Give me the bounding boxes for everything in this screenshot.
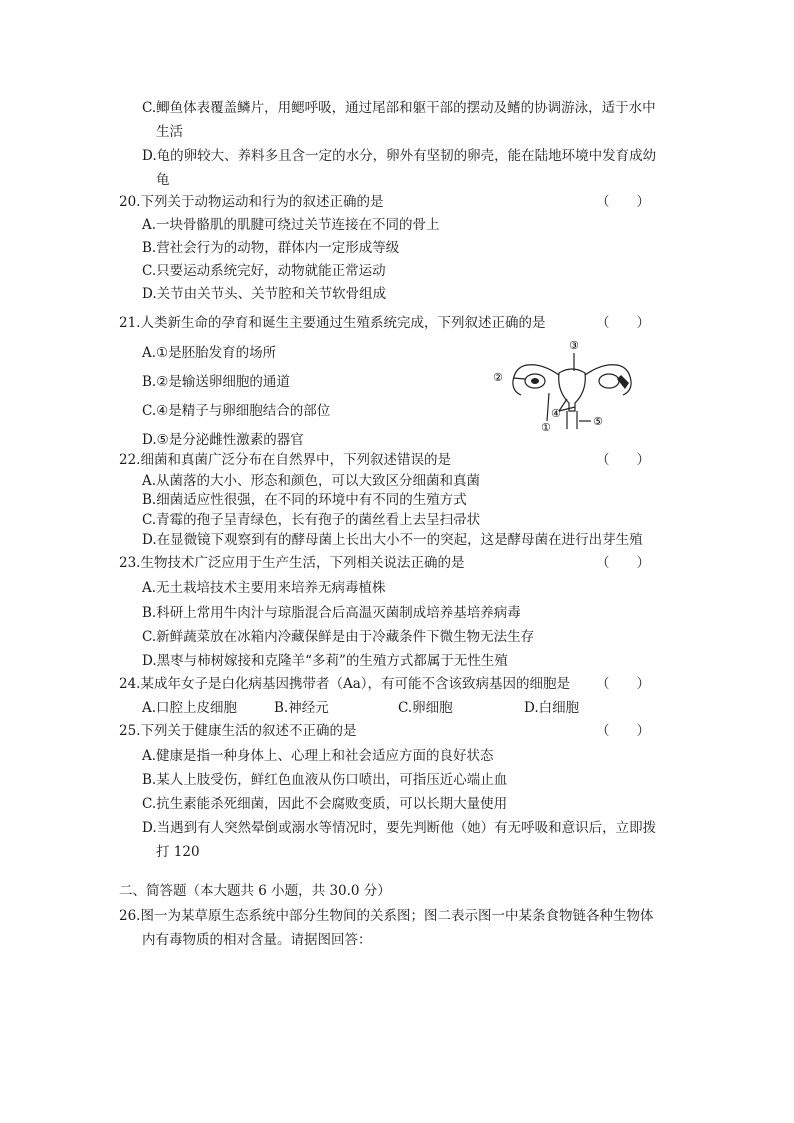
q21-answer-paren: （ ） [596,315,650,331]
q22-option-d: D.在显微镜下观察到有的酵母菌上长出大小不一的突起，这是酵母菌在进行出芽生殖 [142,532,643,548]
figure-label-2: ② [493,371,503,384]
q22-option-b: B.细菌适应性很强，在不同的环境中有不同的生殖方式 [142,492,467,508]
q24-option-d: D.白细胞 [524,700,580,716]
q21-option-b: B.②是输送卵细胞的通道 [142,374,290,390]
q23-option-a: A.无土栽培技术主要用来培养无病毒植株 [142,580,386,596]
q21-option-d: D.⑤是分泌雌性激素的器官 [142,432,304,448]
q20-option-d: D.关节由关节头、关节腔和关节软骨组成 [142,286,387,302]
q23-option-d: D.黑枣与柿树嫁接和克隆羊“多莉”的生殖方式都属于无性生殖 [142,653,508,669]
q21-option-c: C.④是精子与卵细胞结合的部位 [142,403,331,419]
q22-option-c: C.青霉的孢子呈青绿色，长有孢子的菌丝看上去呈扫帚状 [142,512,481,528]
q20-option-b: B.营社会行为的动物，群体内一定形成等级 [142,240,400,256]
q20-option-a: A.一块骨骼肌的肌腱可绕过关节连接在不同的骨上 [142,217,440,233]
q21-option-a: A.①是胚胎发育的场所 [142,345,277,361]
q26-stem-line2: 内有毒物质的相对含量。请据图回答： [142,932,372,948]
q24-option-b: B.神经元 [274,700,329,716]
q24-option-a: A.口腔上皮细胞 [142,700,238,716]
q23-option-c: C.新鲜蔬菜放在冰箱内冷藏保鲜是由于冷藏条件下微生物无法生存 [142,629,535,645]
q22-stem: 22.细菌和真菌广泛分布在自然界中，下列叙述错误的是 [119,452,451,468]
q23-answer-paren: （ ） [596,555,650,571]
q21-stem: 21.人类新生命的孕育和诞生主要通过生殖系统完成，下列叙述正确的是 [119,315,546,331]
q23-stem: 23.生物技术广泛应用于生产生活，下列相关说法正确的是 [119,555,465,571]
q25-option-a: A.健康是指一种身体上、心理上和社会适应方面的良好状态 [142,748,494,764]
figure-label-3: ③ [569,339,579,352]
right-ovary-shape [599,374,619,388]
figure-label-5: ⑤ [593,415,603,428]
q20-option-c: C.只要运动系统完好，动物就能正常运动 [142,263,386,279]
q19-option-c-line1: C.鲫鱼体表覆盖鳞片，用鳃呼吸，通过尾部和躯干部的摆动及鳍的协调游泳，适于水中 [142,100,656,116]
q25-option-c: C.抗生素能杀死细菌，因此不会腐败变质，可以长期大量使用 [142,796,508,812]
q25-stem: 25.下列关于健康生活的叙述不正确的是 [119,723,357,739]
section-2-heading: 二、简答题（本大题共 6 小题，共 30.0 分） [119,883,391,899]
vagina-shape [567,411,577,429]
q20-answer-paren: （ ） [596,194,650,210]
female-reproductive-system-figure [487,333,657,433]
q20-stem: 20.下列关于动物运动和行为的叙述正确的是 [119,194,384,210]
q25-answer-paren: （ ） [596,723,650,739]
q25-option-d-line2: 打 120 [156,844,200,860]
q22-option-a: A.从菌落的大小、形态和颜色，可以大致区分细菌和真菌 [142,473,481,489]
q25-option-d-line1: D.当遇到有人突然晕倒或溺水等情况时，要先判断他（她）有无呼吸和意识后，立即拨 [142,820,657,836]
q22-answer-paren: （ ） [596,452,650,468]
figure-label-4: ④ [551,407,561,420]
figure-label-1: ① [541,421,551,433]
q26-stem-line1: 26.图一为某草原生态系统中部分生物间的关系图；图二表示图一中某条食物链各种生物体 [119,908,654,924]
q24-stem: 24.某成年女子是白化病基因携带者（Aa），有可能不含该致病基因的细胞是 [119,676,571,692]
q25-option-b: B.某人上肢受伤，鲜红色血液从伤口喷出，可指压近心端止血 [142,772,508,788]
q19-option-d-line1: D.龟的卵较大、养料多且含一定的水分，卵外有坚韧的卵壳，能在陆地环境中发育成幼 [142,148,657,164]
q24-option-c: C.卵细胞 [398,700,453,716]
q23-option-b: B.科研上常用牛肉汁与琼脂混合后高温灭菌制成培养基培养病毒 [142,605,521,621]
q19-option-d-line2: 龟 [156,172,170,188]
q24-answer-paren: （ ） [596,676,650,692]
q19-option-c-line2: 生活 [156,124,183,140]
